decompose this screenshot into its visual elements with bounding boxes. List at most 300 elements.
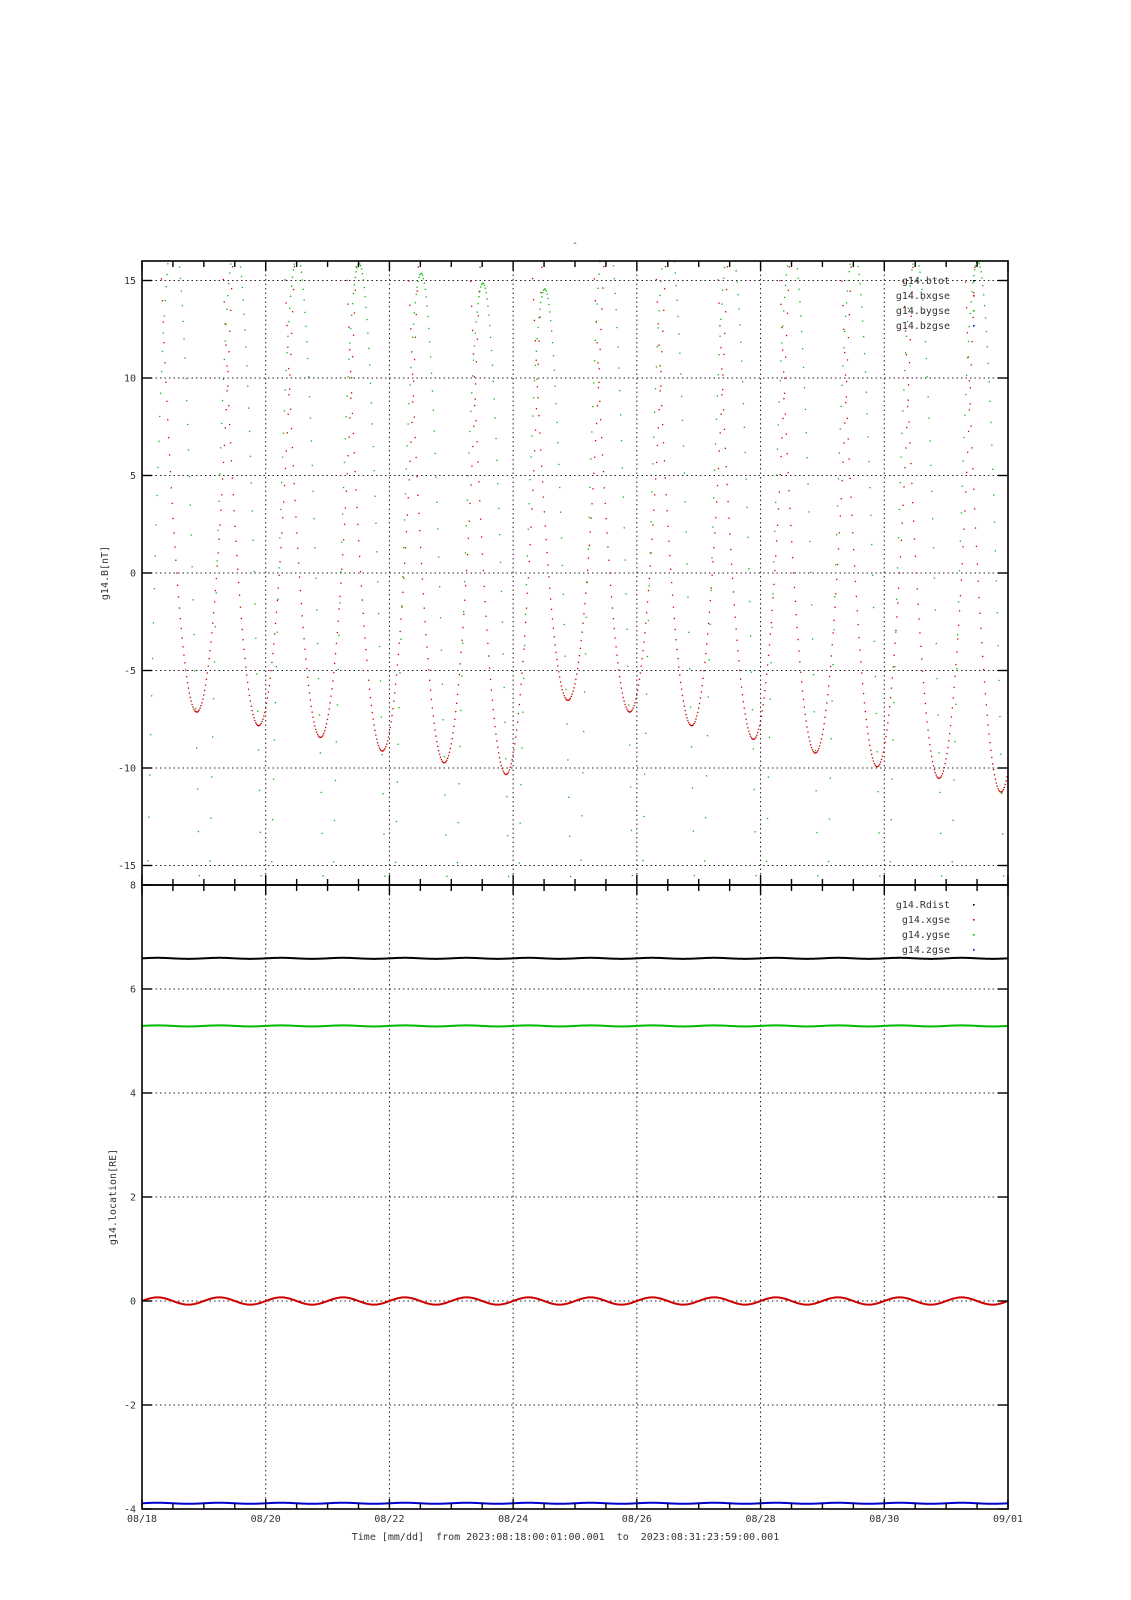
bxgse-point [535, 430, 536, 431]
bxgse-point [272, 653, 273, 654]
bxgse-point [748, 731, 749, 732]
bygse-point [607, 219, 608, 220]
bygse-point [654, 412, 655, 413]
bxgse-point [315, 729, 316, 730]
bygse-point [797, 268, 798, 269]
bxgse-point [682, 695, 683, 696]
bygse-point [786, 274, 787, 275]
bxgse-point [986, 704, 987, 705]
bygse-point [775, 502, 776, 503]
bygse-point [253, 540, 254, 541]
bxgse-point [238, 582, 239, 583]
bxgse-point [488, 655, 489, 656]
bxgse-point [867, 733, 868, 734]
bxgse-point [727, 266, 728, 267]
bxgse-point [634, 702, 635, 703]
bxgse-point [408, 497, 409, 498]
bygse-point [462, 643, 463, 644]
x-tick-label: 08/28 [745, 1514, 776, 1525]
bxgse-point [917, 588, 918, 589]
y-axis-label: g14.B[nT] [100, 545, 111, 601]
bygse-point [711, 557, 712, 558]
bxgse-point [287, 347, 288, 348]
bygse-point [614, 278, 615, 279]
bxgse-point [274, 633, 275, 634]
legend-swatch [973, 325, 975, 327]
bygse-point [548, 304, 549, 305]
bxgse-point [373, 724, 374, 725]
bygse-point [833, 629, 834, 630]
bxgse-point [477, 461, 478, 462]
bygse-point [158, 441, 159, 442]
bxgse-point [414, 359, 415, 360]
bygse-point [626, 629, 627, 630]
bxgse-point [463, 614, 464, 615]
bygse-point [425, 289, 426, 290]
bygse-point [256, 673, 257, 674]
bxgse-point [722, 389, 723, 390]
bygse-point [233, 246, 234, 247]
bxgse-point [429, 680, 430, 681]
bxgse-point [820, 742, 821, 743]
bxgse-point [891, 688, 892, 689]
bxgse-point [496, 740, 497, 741]
y-tick-label: 8 [129, 880, 136, 892]
bxgse-point [894, 655, 895, 656]
bxgse-point [970, 387, 971, 388]
bygse-point [598, 288, 599, 289]
bxgse-point [726, 289, 727, 290]
bygse-point [343, 487, 344, 488]
bxgse-point [358, 540, 359, 541]
bxgse-point [980, 628, 981, 629]
bxgse-point [915, 556, 916, 557]
bxgse-point [290, 354, 291, 355]
bxgse-point [802, 690, 803, 691]
y-tick-label: 0 [129, 1296, 136, 1308]
bxgse-point [420, 547, 421, 548]
bxgse-point [940, 777, 941, 778]
bxgse-point [990, 750, 991, 751]
bygse-point [816, 790, 817, 791]
bxgse-point [676, 649, 677, 650]
bxgse-point [362, 599, 363, 600]
bygse-point [630, 786, 631, 787]
bxgse-point [685, 710, 686, 711]
bxgse-point [213, 612, 214, 613]
bxgse-point [454, 719, 455, 720]
bygse-point [250, 456, 251, 457]
bygse-point [273, 779, 274, 780]
bxgse-point [521, 684, 522, 685]
y-tick-label: 10 [123, 373, 136, 385]
bxgse-point [845, 374, 846, 375]
bxgse-point [605, 503, 606, 504]
bxgse-point [263, 715, 264, 716]
bxgse-point [215, 590, 216, 591]
bxgse-point [233, 494, 234, 495]
bygse-point [228, 283, 229, 284]
bxgse-point [781, 437, 782, 438]
bygse-point [568, 797, 569, 798]
bygse-point [562, 565, 563, 566]
bygse-point [436, 502, 437, 503]
bygse-point [770, 699, 771, 700]
bxgse-point [245, 666, 246, 667]
bxgse-point [597, 342, 598, 343]
bygse-point [791, 244, 792, 245]
bygse-point [148, 817, 149, 818]
bxgse-point [786, 434, 787, 435]
bygse-point [244, 329, 245, 330]
bxgse-point [633, 707, 634, 708]
bxgse-point [209, 658, 210, 659]
bxgse-point [786, 335, 787, 336]
bxgse-point [885, 742, 886, 743]
x-tick-label: 08/22 [374, 1514, 405, 1525]
bxgse-point [764, 690, 765, 691]
bygse-point [383, 834, 384, 835]
y-tick-label: 6 [129, 984, 136, 996]
bygse-point [802, 348, 803, 349]
legend-label: g14.ygse [901, 930, 950, 941]
bxgse-point [402, 592, 403, 593]
bygse-point [399, 672, 400, 673]
bxgse-point [264, 712, 265, 713]
bygse-point [559, 487, 560, 488]
bxgse-point [952, 707, 953, 708]
bygse-point [890, 861, 891, 862]
bygse-point [179, 267, 180, 268]
bxgse-point [846, 396, 847, 397]
bxgse-point [731, 564, 732, 565]
bxgse-point [905, 447, 906, 448]
bygse-point [382, 754, 383, 755]
bxgse-point [609, 572, 610, 573]
bxgse-point [170, 471, 171, 472]
bygse-point [487, 306, 488, 307]
bxgse-point [332, 680, 333, 681]
bxgse-point [461, 640, 462, 641]
bygse-point [230, 263, 231, 264]
bygse-cycle [271, 255, 324, 876]
bygse-point [665, 235, 666, 236]
bxgse-point [880, 762, 881, 763]
bxgse-point [557, 665, 558, 666]
bxgse-point [965, 491, 966, 492]
bxgse-point [874, 763, 875, 764]
bxgse-point [477, 339, 478, 340]
bxgse-point [648, 590, 649, 591]
bygse-point [741, 361, 742, 362]
bxgse-point [724, 429, 725, 430]
bxgse-point [817, 750, 818, 751]
bxgse-point [863, 693, 864, 694]
bygse-point [359, 263, 360, 264]
bxgse-point [393, 701, 394, 702]
bxgse-point [951, 716, 952, 717]
bxgse-point [900, 556, 901, 557]
bxgse-point [732, 578, 733, 579]
bxgse-point [707, 633, 708, 634]
bygse-point [676, 285, 677, 286]
bygse-point [624, 527, 625, 528]
x-tick-label: 08/18 [126, 1514, 158, 1525]
bygse-point [594, 360, 595, 361]
bygse-point [156, 524, 157, 525]
bygse-point [355, 277, 356, 278]
bxgse-point [356, 507, 357, 508]
location-panel [108, 881, 1023, 1526]
bxgse-point [831, 655, 832, 656]
bygse-point [395, 862, 396, 863]
bxgse-point [697, 712, 698, 713]
bygse-point [777, 449, 778, 450]
bygse-point [613, 265, 614, 266]
bygse-point [240, 266, 241, 267]
bxgse-point [710, 600, 711, 601]
bygse-point [297, 256, 298, 257]
bxgse-point [350, 371, 351, 372]
bxgse-point [584, 603, 585, 604]
bxgse-point [1034, 318, 1035, 319]
bygse-point [607, 220, 608, 221]
bxgse-point [326, 723, 327, 724]
bygse-point [426, 305, 427, 306]
bxgse-point [369, 689, 370, 690]
bxgse-point [785, 413, 786, 414]
bxgse-point [447, 758, 448, 759]
bxgse-point [555, 644, 556, 645]
bxgse-point [907, 406, 908, 407]
bxgse-point [738, 660, 739, 661]
bygse-point [192, 566, 193, 567]
bygse-point [962, 461, 963, 462]
bygse-point [346, 416, 347, 417]
bygse-point [1002, 833, 1003, 834]
bxgse-point [558, 671, 559, 672]
bygse-point [879, 875, 880, 876]
bxgse-point [927, 730, 928, 731]
bxgse-point [843, 329, 844, 330]
bxgse-point [976, 546, 977, 547]
bygse-point [903, 389, 904, 390]
bygse-point [686, 563, 687, 564]
bxgse-point [498, 752, 499, 753]
bygse-point [672, 243, 673, 244]
bygse-point [468, 452, 469, 453]
bxgse-point [698, 708, 699, 709]
bygse-point [543, 290, 544, 291]
bxgse-point [416, 457, 417, 458]
bygse-point [625, 593, 626, 594]
bygse-point [365, 307, 366, 308]
bygse-point [830, 778, 831, 779]
bygse-point [499, 534, 500, 535]
bygse-point [335, 780, 336, 781]
bxgse-point [591, 503, 592, 504]
bxgse-point [560, 681, 561, 682]
bxgse-point [991, 757, 992, 758]
bxgse-point [847, 418, 848, 419]
bxgse-point [966, 472, 967, 473]
bygse-point [555, 386, 556, 387]
bxgse-point [386, 744, 387, 745]
bxgse-point [652, 524, 653, 525]
bxgse-point [310, 699, 311, 700]
bxgse-point [745, 713, 746, 714]
bxgse-point [771, 622, 772, 623]
bxgse-point [669, 555, 670, 556]
bxgse-point [191, 701, 192, 702]
bygse-point [588, 549, 589, 550]
bxgse-point [789, 266, 790, 267]
bxgse-point [300, 590, 301, 591]
bygse-cycle [828, 249, 881, 876]
bygse-point [312, 465, 313, 466]
bxgse-point [222, 478, 223, 479]
bygse-point [165, 286, 166, 287]
bygse-point [491, 350, 492, 351]
bxgse-point [727, 484, 728, 485]
bxgse-point [963, 529, 964, 530]
bygse-point [928, 396, 929, 397]
bygse-point [305, 326, 306, 327]
bygse-point [859, 274, 860, 275]
bygse-point [353, 293, 354, 294]
bxgse-point [994, 774, 995, 775]
bxgse-point [384, 748, 385, 749]
bxgse-point [881, 759, 882, 760]
bygse-point [931, 491, 932, 492]
bygse-point [242, 287, 243, 288]
bygse-point [495, 417, 496, 418]
bxgse-point [535, 340, 536, 341]
bygse-point [993, 494, 994, 495]
bxgse-point [173, 532, 174, 533]
bxgse-point [236, 555, 237, 556]
bygse-point [216, 592, 217, 593]
bygse-point [379, 646, 380, 647]
bygse-point [439, 586, 440, 587]
bygse-point [628, 704, 629, 705]
bygse-point [733, 246, 734, 247]
bxgse-point [502, 768, 503, 769]
bxgse-point [227, 371, 228, 372]
bxgse-point [385, 746, 386, 747]
bygse-point [352, 303, 353, 304]
bxgse-point [241, 618, 242, 619]
bxgse-point [992, 763, 993, 764]
bxgse-point [418, 266, 419, 267]
bxgse-point [304, 649, 305, 650]
bxgse-point [703, 670, 704, 671]
bxgse-point [545, 525, 546, 526]
bygse-point [397, 782, 398, 783]
bygse-point [303, 289, 304, 290]
bxgse-point [590, 531, 591, 532]
bxgse-point [828, 685, 829, 686]
bxgse-point [287, 432, 288, 433]
bygse-point [750, 635, 751, 636]
bxgse-point [923, 682, 924, 683]
bygse-point [473, 360, 474, 361]
bygse-point [504, 687, 505, 688]
bygse-point [771, 627, 772, 628]
bxgse-point [805, 714, 806, 715]
bxgse-point [307, 677, 308, 678]
bxgse-point [1024, 554, 1025, 555]
bxgse-point [603, 471, 604, 472]
bygse-point [224, 359, 225, 360]
bxgse-point [701, 691, 702, 692]
bxgse-point [658, 427, 659, 428]
bxgse-point [995, 779, 996, 780]
y-tick-label: -4 [123, 1504, 136, 1516]
bygse-point [293, 269, 294, 270]
bygse-point [417, 281, 418, 282]
bygse-point [904, 370, 905, 371]
bxgse-point [910, 463, 911, 464]
bxgse-point [806, 726, 807, 727]
bygse-point [374, 470, 375, 471]
bxgse-point [417, 291, 418, 292]
bygse-point [835, 564, 836, 565]
bxgse-point [961, 580, 962, 581]
bygse-point [175, 237, 176, 238]
bygse-point [778, 424, 779, 425]
bygse-point [868, 461, 869, 462]
bxgse-point [963, 546, 964, 547]
bygse-point [531, 435, 532, 436]
bygse-point [901, 433, 902, 434]
bygse-point [906, 336, 907, 337]
bygse-point [434, 431, 435, 432]
bygse-point [963, 437, 964, 438]
bxgse-point [899, 572, 900, 573]
bxgse-point [573, 691, 574, 692]
bygse-point [198, 831, 199, 832]
bxgse-point [269, 685, 270, 686]
bygse-point [282, 457, 283, 458]
bxgse-point [250, 700, 251, 701]
bxgse-point [929, 744, 930, 745]
bygse-cycle [333, 263, 386, 877]
bygse-point [960, 541, 961, 542]
bygse-point [294, 264, 295, 265]
bxgse-point [1005, 784, 1006, 785]
bygse-point [806, 432, 807, 433]
bxgse-point [705, 653, 706, 654]
bygse-point [185, 378, 186, 379]
x-tick-label: 09/01 [992, 1514, 1024, 1525]
bxgse-point [360, 571, 361, 572]
bygse-point [342, 514, 343, 515]
bygse-point [834, 596, 835, 597]
bygse-point [417, 287, 418, 288]
bxgse-point [440, 757, 441, 758]
bygse-point [475, 333, 476, 334]
bxgse-point [623, 697, 624, 698]
bygse-point [540, 302, 541, 303]
bygse-point [627, 666, 628, 667]
bxgse-point [850, 291, 851, 292]
bxgse-point [879, 764, 880, 765]
bygse-point [556, 403, 557, 404]
bxgse-point [888, 715, 889, 716]
bygse-point [998, 645, 999, 646]
bxgse-point [412, 401, 413, 402]
